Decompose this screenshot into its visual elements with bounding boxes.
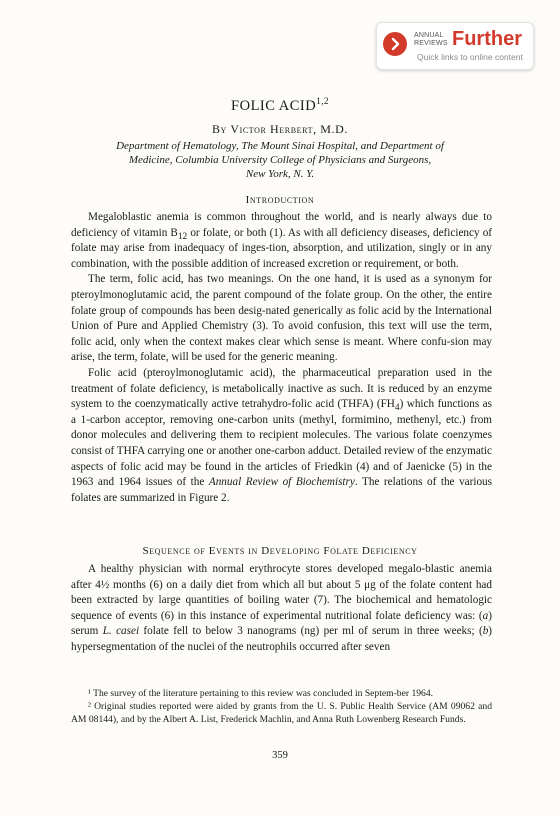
- affiliation-line: New York, N. Y.: [245, 168, 315, 180]
- text-run: ) hypersegmentation of the nuclei of the neutrophils occurred after seven: [71, 625, 493, 653]
- journal-title: Annual Review of Biochemistry: [208, 476, 355, 489]
- title-footnote-marks: 1,2: [316, 96, 329, 107]
- section-heading-sequence: Sequence of Events in Developing Folate Deficiency: [142, 545, 418, 557]
- section-heading-introduction: Introduction: [245, 194, 315, 206]
- paragraph: [71, 210, 492, 272]
- badge-further-label: Further: [452, 28, 522, 50]
- badge-annual-label: ANNUAL: [414, 32, 444, 39]
- paragraph: [71, 366, 492, 506]
- page-number: 359: [272, 750, 288, 761]
- paragraph: The term, folic acid, has two meanings. On the one hand, it is used as a synonym for pteroylmonoglutamic acid, the parent compound of the folate group. On the other, the entire folate group of compounds has been desig-nated generically as folic acid by the International Union of Pure and Applied Chemistry (3). To avoid confusion, this text will use the term, folic acid, only when the context makes clear which sense is meant. Where confu-sion may arise, the term, folate, will be used for the generic meaning.: [71, 273, 492, 364]
- badge-reviews-label: REVIEWS: [414, 40, 448, 47]
- text-run: Megaloblastic anemia is common throughout the world, and is nearly always due to deficiency of vitamin B: [71, 211, 492, 239]
- fraction: ½: [100, 578, 110, 591]
- article-title: [0, 98, 560, 115]
- sequence-body: [71, 562, 492, 656]
- arrow-right-icon: [383, 32, 407, 56]
- introduction-body: [71, 210, 492, 506]
- text-run: Folic acid (pteroylmonoglutamic acid), the pharmaceutical preparation used in the treatment of folate deficiency, is metabolically inactive as such. It is reduced by an enzyme system to the coenzymatically active tetrahydro-folic acid (THFA) (FH: [71, 366, 492, 411]
- list-marker: a: [482, 609, 489, 622]
- text-run: months (6) on a daily diet from which all but about 5 μg of the folate content had been extracted by large quantities of boiling water (7). The biochemical and hematologic sequence of events (6) in this instance of experimental nutritional folate deficiency was: (: [71, 578, 492, 622]
- text-run: . The relations of the various folates are summarized in Figure 2.: [71, 476, 492, 504]
- subscript: 4: [394, 403, 400, 414]
- annual-reviews-further-badge[interactable]: [376, 22, 534, 70]
- badge-quick-links-label: Quick links to online content: [417, 52, 523, 62]
- list-marker: b: [482, 625, 489, 638]
- text-run: or folate, or both (1). As with all deficiency diseases, deficiency of folate may arise from inadequacy of inges-tion, absorption, and utilization, singly or in any combination, with the possible addition of increased excretion or requirement, or both.: [71, 226, 493, 270]
- text-run: A healthy physician with normal erythrocyte stores developed megalo-blastic anemia after 4: [71, 563, 492, 591]
- footnote-2: ² Original studies reported were aided by grants from the U. S. Public Health Service (AM 09062 and AM 08144), and by the Albert A. List, Frederick Machlin, and Anna Ruth Lowenberg Research Funds.: [71, 701, 492, 725]
- subscript: 12: [177, 231, 188, 242]
- text-run: ) serum: [71, 609, 492, 638]
- paragraph: [71, 562, 492, 656]
- text-run: folate fell to below 3 nanograms (ng) per ml of serum in three weeks; (: [139, 625, 483, 638]
- organism-name: L. casei: [102, 625, 140, 638]
- text-run: ) which functions as a 1-carbon acceptor, removing one-carbon units (methyl, formimino, methenyl, etc.) from donor molecules and delivering them to recipient molecules. The various folate coenzymes consist of THFA carrying one or another one-carbon adduct. Detailed review of the enzymatic aspects of folic acid may be found in the articles of Friedkin (4) and of Jaenicke (5) in the 1963 and 1964 issues of the: [71, 398, 492, 489]
- affiliation-line: Department of Hematology, The Mount Sinai Hospital, and Department of: [116, 140, 444, 152]
- affiliation-line: Medicine, Columbia University College of Physicians and Surgeons,: [128, 154, 432, 166]
- footnotes: [71, 687, 492, 726]
- article-title-text: FOLIC ACID: [231, 98, 317, 114]
- author-affiliation: [60, 139, 500, 181]
- footnote-1: ¹ The survey of the literature pertaining to this review was concluded in Septem-ber 1964.: [88, 688, 434, 699]
- article-byline: By Victor Herbert, M.D.: [211, 122, 349, 136]
